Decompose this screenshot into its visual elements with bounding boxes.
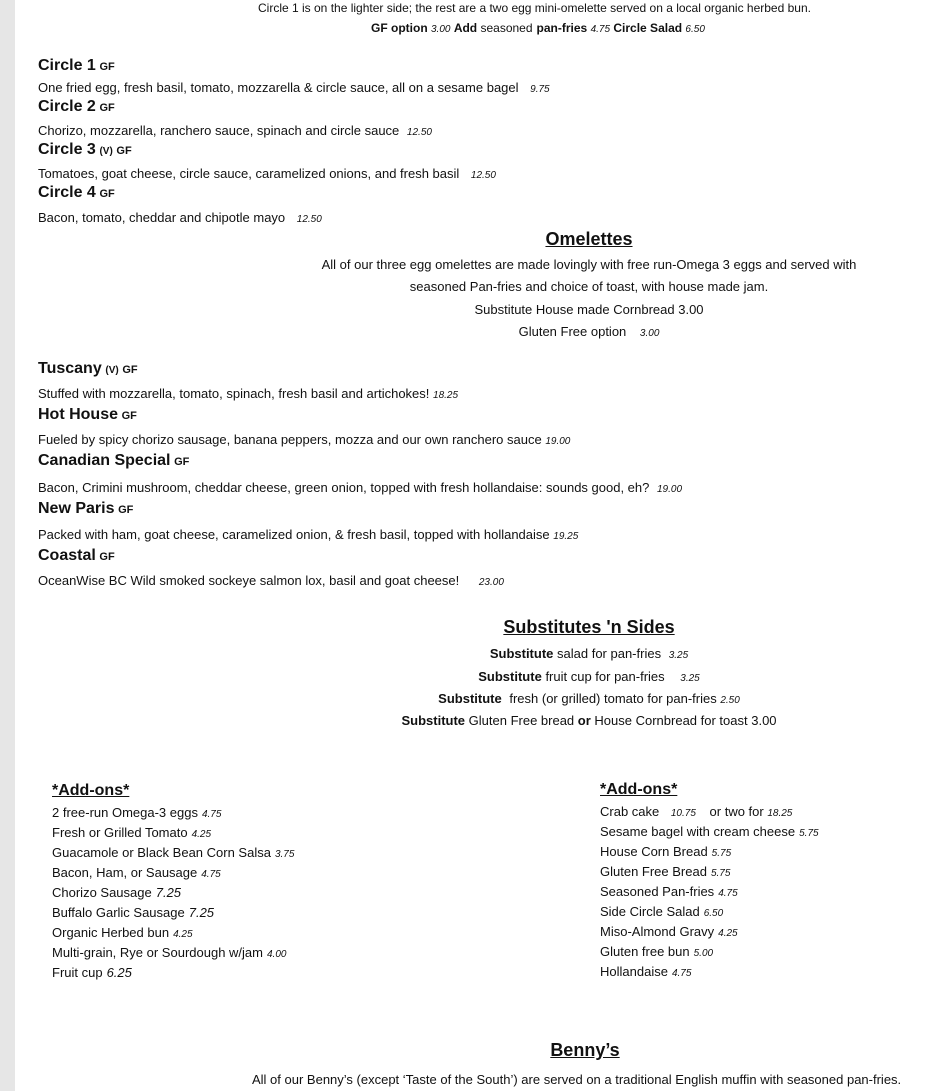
omelette-item [38, 547, 115, 565]
substitute-text: fresh (or grilled) tomato for pan-fries [509, 691, 717, 706]
addon-item [600, 822, 819, 842]
addon-label: House Corn Bread [600, 844, 708, 859]
seasoned-label: seasoned [480, 21, 533, 35]
item-description [38, 527, 578, 542]
gf-option-label: GF option [371, 21, 428, 35]
addon-item [600, 902, 819, 922]
circle-salad-label: Circle Salad [613, 21, 683, 35]
omelettes-intro-line1: All of our three egg omelettes are made lovingly with free run-Omega 3 eggs and served with [321, 257, 857, 272]
addon-price: 4.25 [191, 829, 212, 840]
omelette-item [38, 406, 137, 424]
addon-item [600, 962, 819, 982]
substitute-price: 3.25 [668, 650, 689, 661]
substitute-line [300, 691, 878, 706]
addons-title: *Add-ons* [52, 782, 130, 799]
addon-label: Fresh or Grilled Tomato [52, 825, 188, 840]
item-name: Circle 2 [38, 98, 96, 115]
gf-badge: GF [118, 504, 134, 516]
item-name: Circle 3 [38, 141, 96, 158]
addon-price: 4.25 [718, 928, 738, 939]
page-margin [0, 0, 15, 1091]
substitute-word: Substitute [489, 646, 554, 661]
item-price: 18.25 [433, 390, 459, 401]
addon-label: Chorizo Sausage [52, 885, 152, 900]
omelettes-substitute: Substitute House made Cornbread 3.00 [474, 302, 704, 317]
bennys-heading-wrap [300, 1040, 870, 1061]
item-desc-text: Stuffed with mozzarella, tomato, spinach, fresh basil and artichokes! [38, 386, 430, 401]
substitute-price: 3.25 [680, 673, 700, 684]
item-description [38, 166, 496, 181]
item-desc-text: Bacon, tomato, cheddar and chipotle mayo [38, 210, 286, 225]
add-label: Add [453, 21, 478, 35]
omelettes-heading-wrap [300, 229, 878, 250]
addon-label: Seasoned Pan-fries [600, 884, 715, 899]
omelettes-gf-option [300, 324, 878, 339]
item-price: 19.00 [545, 436, 571, 447]
addon-label: Hollandaise [600, 964, 668, 979]
addons-title: *Add-ons* [600, 781, 678, 798]
addon-price: 3.75 [274, 849, 295, 860]
item-price: 19.00 [657, 484, 683, 495]
circle-item [38, 98, 115, 116]
item-desc-text: Tomatoes, goat cheese, circle sauce, caramelized onions, and fresh basil [38, 166, 460, 181]
addon-item [52, 823, 294, 843]
addon-price: 10.75 [670, 808, 696, 819]
omelette-item [38, 500, 133, 518]
addon-item [52, 903, 294, 923]
item-desc-text: One fried egg, fresh basil, tomato, mozzarella & circle sauce, all on a sesame bagel [38, 80, 519, 95]
circle-intro-text: Circle 1 is on the lighter side; the rest are a two egg mini-omelette served on a local organic herbed bun. [258, 1, 811, 15]
addons-left-list [52, 803, 294, 983]
subs-heading-wrap [300, 617, 878, 638]
item-desc-text: Packed with ham, goat cheese, caramelized onion, & fresh basil, topped with hollandaise [38, 527, 550, 542]
gf-badge: GF [99, 188, 115, 200]
addon-label: Gluten Free Bread [600, 864, 707, 879]
addon-item [600, 862, 819, 882]
item-name: Canadian Special [38, 452, 171, 469]
item-desc-text: Fueled by spicy chorizo sausage, banana peppers, mozza and our own ranchero sauce [38, 432, 542, 447]
addon-item [52, 963, 294, 983]
addon-label: Sesame bagel with cream cheese [600, 824, 796, 839]
addon-price: 4.25 [173, 929, 193, 940]
addon-label: 2 free-run Omega-3 eggs [52, 805, 198, 820]
item-description [38, 432, 570, 447]
addon-price: 6.50 [703, 908, 724, 919]
bennys-intro: All of our Benny’s (except ‘Taste of the South’) are served on a traditional English muffin with seasoned pan-fries. [252, 1072, 902, 1087]
addon-price: 4.75 [671, 968, 692, 979]
item-price: 12.50 [406, 127, 432, 138]
substitute-word: Substitute [401, 713, 466, 728]
section-heading-bennys: Benny’s [550, 1040, 620, 1060]
gf-badge: GF [99, 551, 115, 563]
addons-right [600, 781, 819, 982]
addon-price: 4.75 [201, 809, 222, 820]
circle-options-line [371, 21, 705, 35]
substitute-line [300, 646, 878, 661]
addon-item [600, 842, 819, 862]
section-heading-substitutes: Substitutes 'n Sides [503, 617, 675, 637]
gf-badge: GF [122, 364, 138, 376]
item-name: Circle 4 [38, 184, 96, 201]
addon-label: Fruit cup [52, 965, 103, 980]
addon-price: 4.75 [201, 869, 221, 880]
addon-label: Bacon, Ham, or Sausage [52, 865, 198, 880]
substitute-word: Substitute [438, 691, 502, 706]
item-price: 23.00 [478, 577, 504, 588]
substitute-text: Gluten Free bread [468, 713, 575, 728]
addon-item [600, 882, 819, 902]
item-description [38, 80, 550, 95]
addon-price: 5.75 [710, 868, 731, 879]
addon-price: 5.75 [711, 848, 732, 859]
addon-item [52, 943, 294, 963]
section-heading-omelettes: Omelettes [545, 229, 633, 249]
vegetarian-badge: (V) [105, 365, 119, 376]
item-desc-text: OceanWise BC Wild smoked sockeye salmon lox, basil and goat cheese! [38, 573, 460, 588]
addon-item [52, 803, 294, 823]
addon-label: Gluten free bun [600, 944, 690, 959]
circle-item [38, 184, 115, 202]
gf-option-label: Gluten Free option [518, 324, 627, 339]
item-desc-text: Bacon, Crimini mushroom, cheddar cheese, green onion, topped with fresh hollandaise: sounds good, eh? [38, 480, 650, 495]
addon-label: or two for [709, 804, 764, 819]
circle-item [38, 141, 132, 159]
addon-label: Side Circle Salad [600, 904, 700, 919]
substitute-text: House Cornbread for toast 3.00 [594, 713, 777, 728]
addon-label: Crab cake [600, 804, 660, 819]
addon-item [52, 923, 294, 943]
substitute-text: salad for pan-fries [557, 646, 662, 661]
substitute-line [300, 669, 878, 684]
panfries-label: pan-fries [536, 21, 588, 35]
item-description [38, 386, 458, 401]
addon-label: Buffalo Garlic Sausage [52, 905, 185, 920]
item-name: New Paris [38, 500, 115, 517]
item-description [38, 210, 322, 225]
or-word: or [577, 713, 591, 728]
item-price: 12.50 [470, 170, 496, 181]
circle-salad-price: 6.50 [685, 24, 705, 35]
addons-right-list [600, 822, 819, 982]
addon-price: 5.75 [799, 828, 819, 839]
addon-item-crab-cake [600, 802, 819, 822]
item-description [38, 123, 432, 138]
item-name: Tuscany [38, 360, 102, 377]
addon-price: 6.25 [106, 965, 132, 980]
item-description [38, 480, 682, 495]
addon-price: 4.00 [266, 949, 287, 960]
item-price: 9.75 [530, 84, 550, 95]
item-desc-text: Chorizo, mozzarella, ranchero sauce, spinach and circle sauce [38, 123, 400, 138]
panfries-price: 4.75 [590, 24, 611, 35]
gf-badge: GF [174, 456, 190, 468]
omelettes-intro-line2: seasoned Pan-fries and choice of toast, with house made jam. [409, 279, 769, 294]
addon-item [600, 942, 819, 962]
substitute-text: fruit cup for pan-fries [545, 669, 665, 684]
addon-label: Guacamole or Black Bean Corn Salsa [52, 845, 271, 860]
addon-label: Multi-grain, Rye or Sourdough w/jam [52, 945, 263, 960]
addon-label: Organic Herbed bun [52, 925, 170, 940]
item-name: Hot House [38, 406, 118, 423]
item-name: Coastal [38, 547, 96, 564]
gf-badge: GF [99, 102, 115, 114]
addon-item [52, 863, 294, 883]
circle-item [38, 57, 115, 75]
gf-option-price: 3.00 [431, 24, 451, 35]
addon-price: 7.25 [155, 885, 182, 900]
addon-label: Miso-Almond Gravy [600, 924, 715, 939]
gf-badge: GF [121, 410, 137, 422]
gf-badge: GF [99, 61, 115, 73]
addon-price: 18.25 [767, 808, 793, 819]
addon-price: 4.75 [718, 888, 738, 899]
item-description [38, 573, 504, 588]
addon-item [600, 922, 819, 942]
item-price: 12.50 [296, 214, 322, 225]
addon-item [52, 843, 294, 863]
addon-item [52, 883, 294, 903]
substitute-line [300, 713, 878, 728]
item-name: Circle 1 [38, 57, 96, 74]
substitute-price: 2.50 [720, 695, 740, 706]
gf-option-price: 3.00 [639, 328, 660, 339]
gf-badge: GF [116, 145, 132, 157]
omelette-item [38, 360, 138, 378]
addons-left [52, 782, 294, 983]
addon-price: 7.25 [188, 905, 215, 920]
omelette-item [38, 452, 189, 470]
vegetarian-badge: (V) [99, 146, 113, 157]
addon-price: 5.00 [693, 948, 714, 959]
item-price: 19.25 [553, 531, 579, 542]
substitute-word: Substitute [478, 669, 542, 684]
